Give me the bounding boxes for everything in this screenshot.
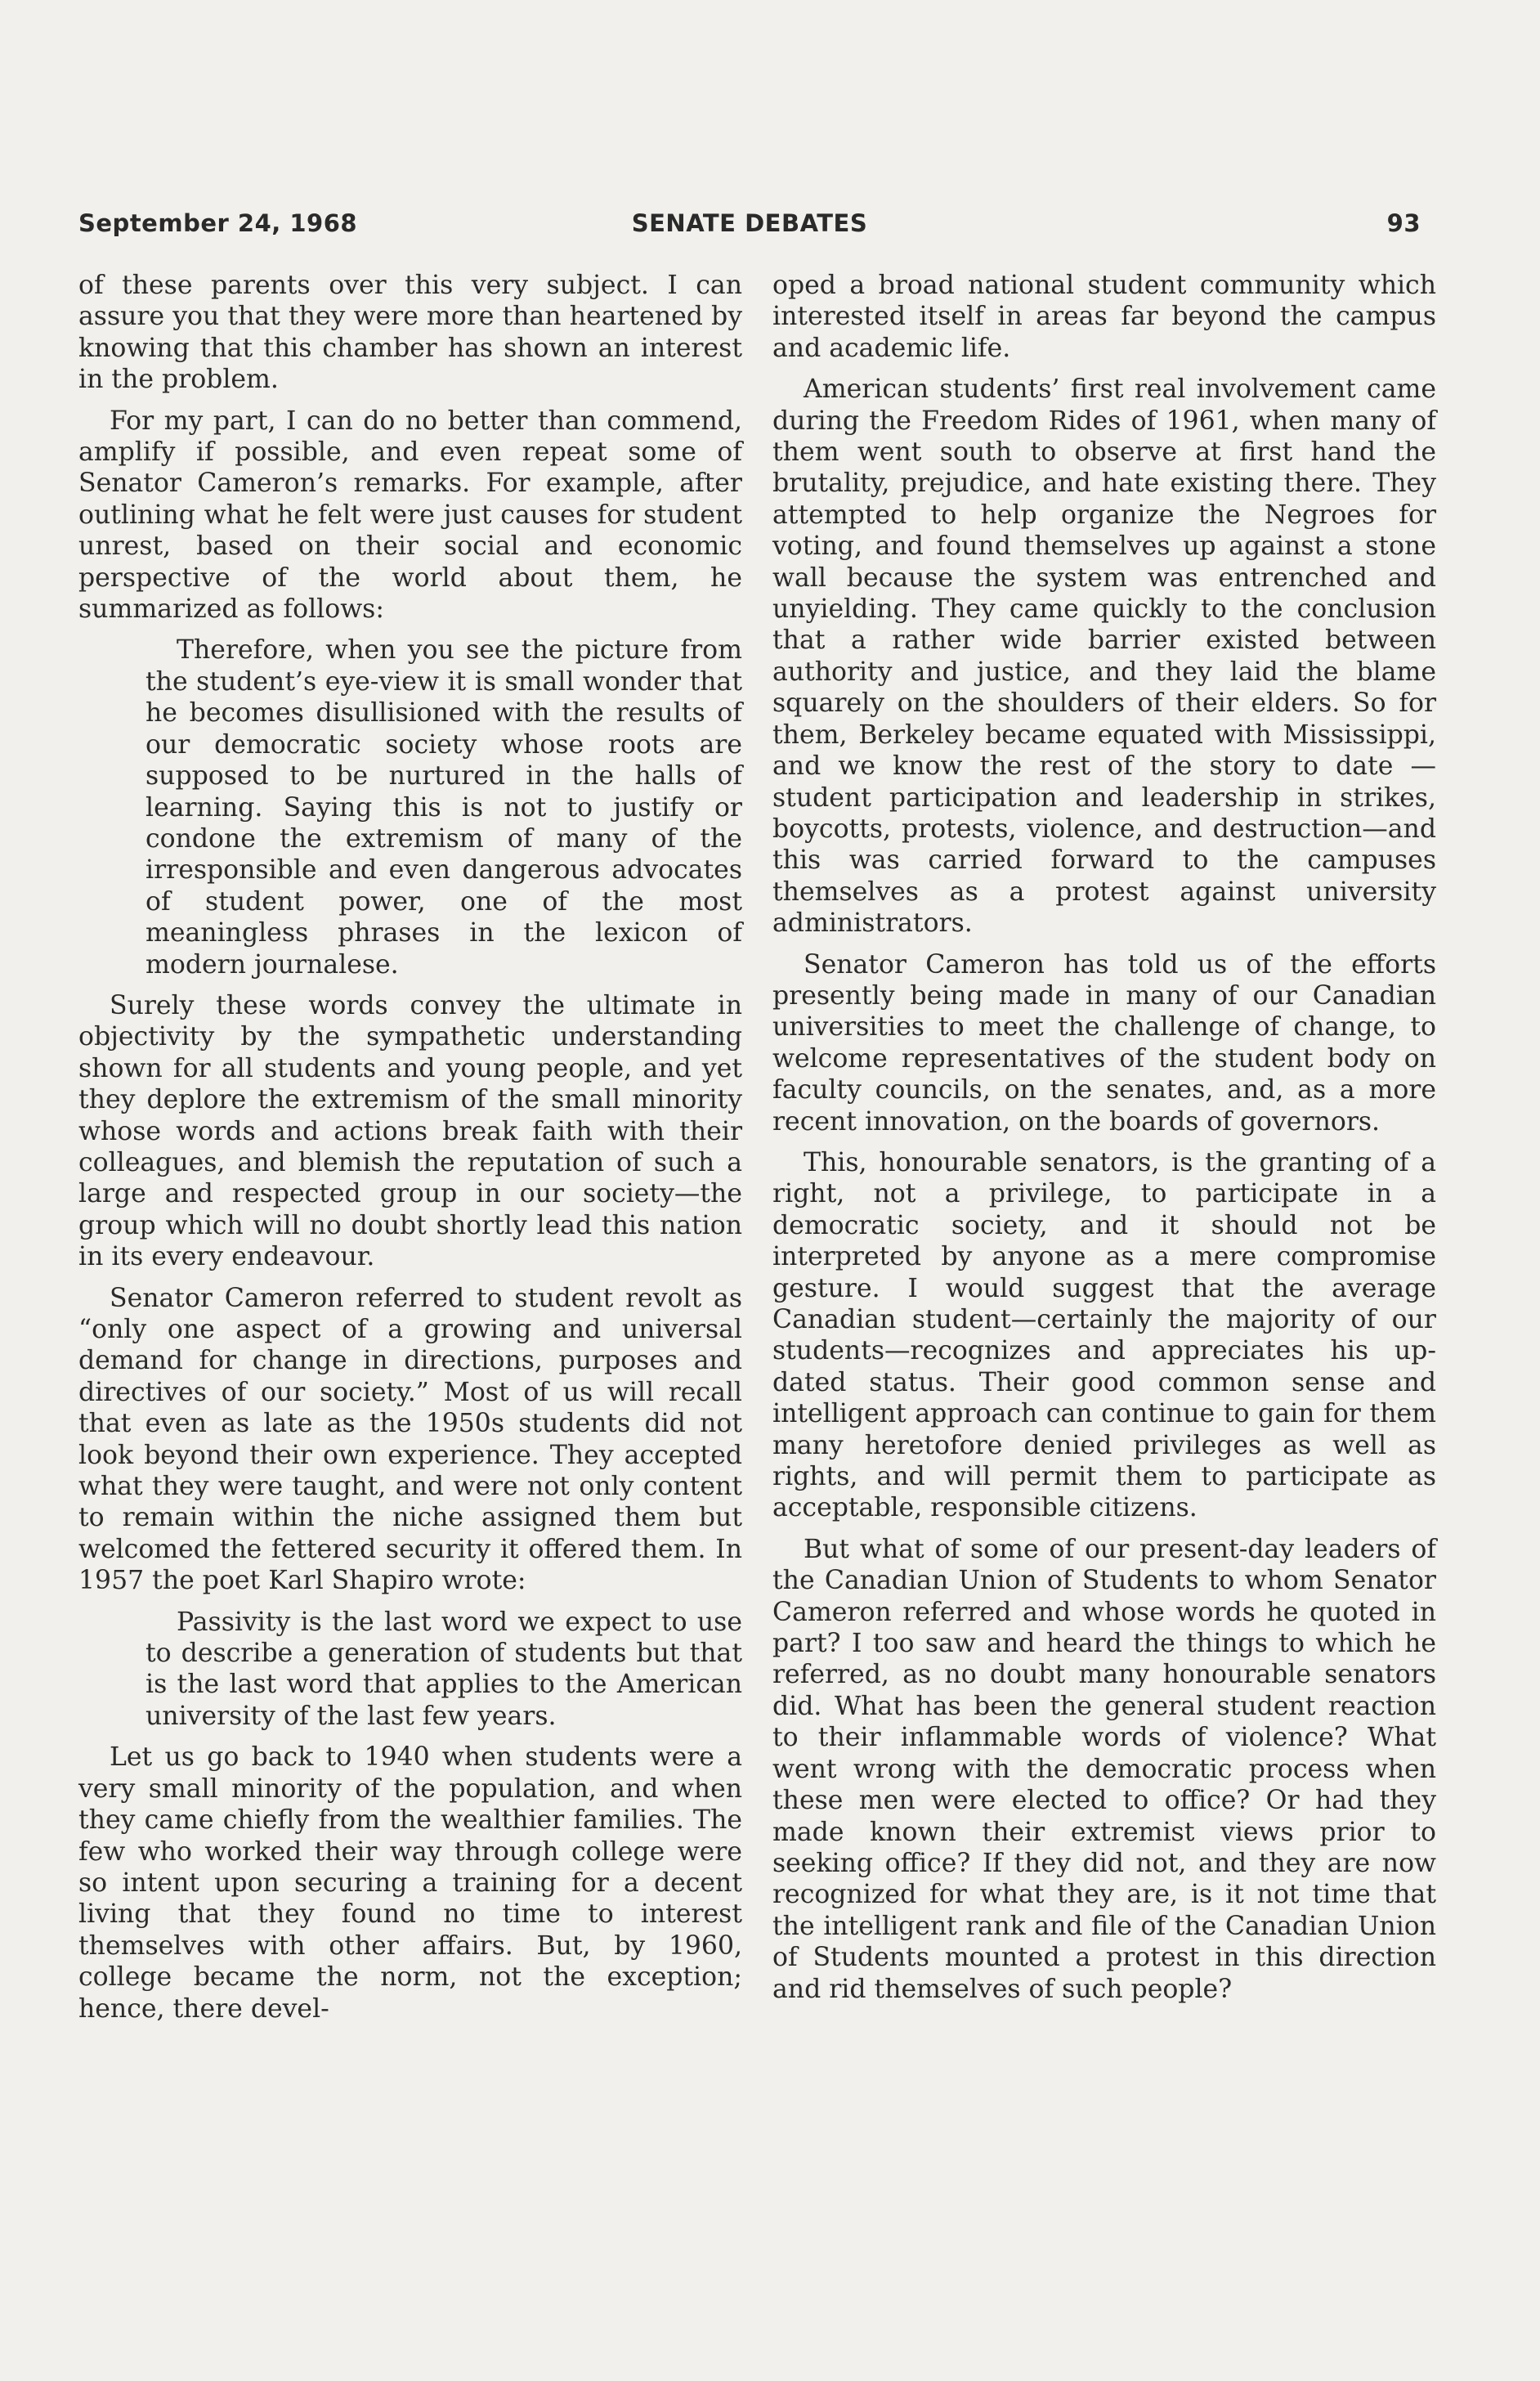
paragraph: This, honourable senators, is the granting of a right, not a privilege, to participate in a democratic society, and it should not be interpreted by anyone as a mere compromise gesture. I would suggest that the average Canadian student—certainly the majority of our students—recognizes and appreciates his up-dated status. Their good common sense and intelligent approach can continue to gain for them many heretofore denied privileges as well as rights, and will permit them to participate as acceptable, responsible citizens. (772, 1147, 1436, 1523)
block-quote (145, 1607, 742, 1733)
header-title: SENATE DEBATES (631, 209, 868, 237)
quote-text: Passivity is the last word we expect to use to describe a generation of students but that is the last word that applies to the American university of the last few years. (145, 1607, 742, 1731)
paragraph: oped a broad national student community which interested itself in areas far beyond the campus and academic life. (772, 271, 1436, 363)
paragraph: Senator Cameron referred to student revolt as “only one aspect of a growing and universal demand for change in directions, purposes and directives of our society.” Most of us will recall that even as late as the 1950s students did not look beyond their own experience. They accepted what they were taught, and were not only content to remain within the niche assigned them but welcomed the fettered security it offered them. In 1957 the poet Karl Shapiro wrote: (78, 1283, 742, 1596)
paragraph: Surely these words convey the ultimate in objectivity by the sympathetic understanding shown for all students and young people, and yet they deplore the extremism of the small minority whose words and actions break faith with their colleagues, and blemish the reputation of such a large and respected group in our society—the group which will no doubt shortly lead this nation in its every endeavour. (78, 990, 742, 1272)
paragraph: But what of some of our present-day leaders of the Canadian Union of Students to whom Senator Cameron referred and whose words he quoted in part? I too saw and heard the things to which he referred, as no doubt many honourable senators did. What has been the general student reaction to their inflammable words of violence? What went wrong with the democratic process when these men were elected to office? Or had they made known their extremist views prior to seeking office? If they did not, and they are now recognized for what they are, is it not time that the intelligent rank and file of the Canadian Union of Students mounted a protest in this direction and rid themselves of such people? (772, 1534, 1436, 2004)
page-header (78, 209, 1421, 242)
paragraph: Let us go back to 1940 when students were a very small minority of the population, and when they came chiefly from the wealthier families. The few who worked their way through college were so intent upon securing a training for a decent living that they found no time to interest themselves with other affairs. But, by 1960, college became the norm, not the exception; hence, there devel- (78, 1742, 742, 2024)
quote-text: Therefore, when you see the picture from the student’s eye-view it is small wonder that he becomes disullisioned with the results of our democratic society whose roots are supposed to be nurtured in the halls of learning. Saying this is not to justify or condone the extremism of many of the irresponsible and even dangerous advocates of student power, one of the most meaningless phrases in the lexicon of modern journalese. (145, 635, 742, 980)
paragraph: For my part, I can do no better than commend, amplify if possible, and even repeat some of Senator Cameron’s remarks. For example, after outlining what he felt were just causes for student unrest, based on their social and economic perspective of the world about them, he summarized as follows: (78, 406, 742, 625)
paragraph: of these parents over this very subject. I can assure you that they were more than heartened by knowing that this chamber has shown an interest in the problem. (78, 271, 742, 395)
header-date: September 24, 1968 (78, 209, 358, 237)
paragraph: American students’ first real involvement came during the Freedom Rides of 1961, when many of them went south to observe at first hand the brutality, prejudice, and hate existing there. They attempted to help organize the Negroes for voting, and found themselves up against a stone wall because the system was entrenched and unyielding. They came quickly to the conclusion that a rather wide barrier existed between authority and justice, and they laid the blame squarely on the shoulders of their elders. So for them, Berkeley became equated with Mississippi, and we know the rest of the story to date —student participation and leadership in strikes, boycotts, protests, violence, and destruction—and this was carried forward to the campuses themselves as a protest against university administrators. (772, 374, 1436, 939)
paragraph: Senator Cameron has told us of the efforts presently being made in many of our Canadian universities to meet the challenge of change, to welcome representatives of the student body on faculty councils, on the senates, and, as a more recent innovation, on the boards of governors. (772, 949, 1436, 1137)
right-column (772, 270, 1436, 2015)
page-number: 93 (1386, 209, 1421, 237)
left-column (78, 270, 742, 2034)
block-quote (145, 634, 742, 980)
